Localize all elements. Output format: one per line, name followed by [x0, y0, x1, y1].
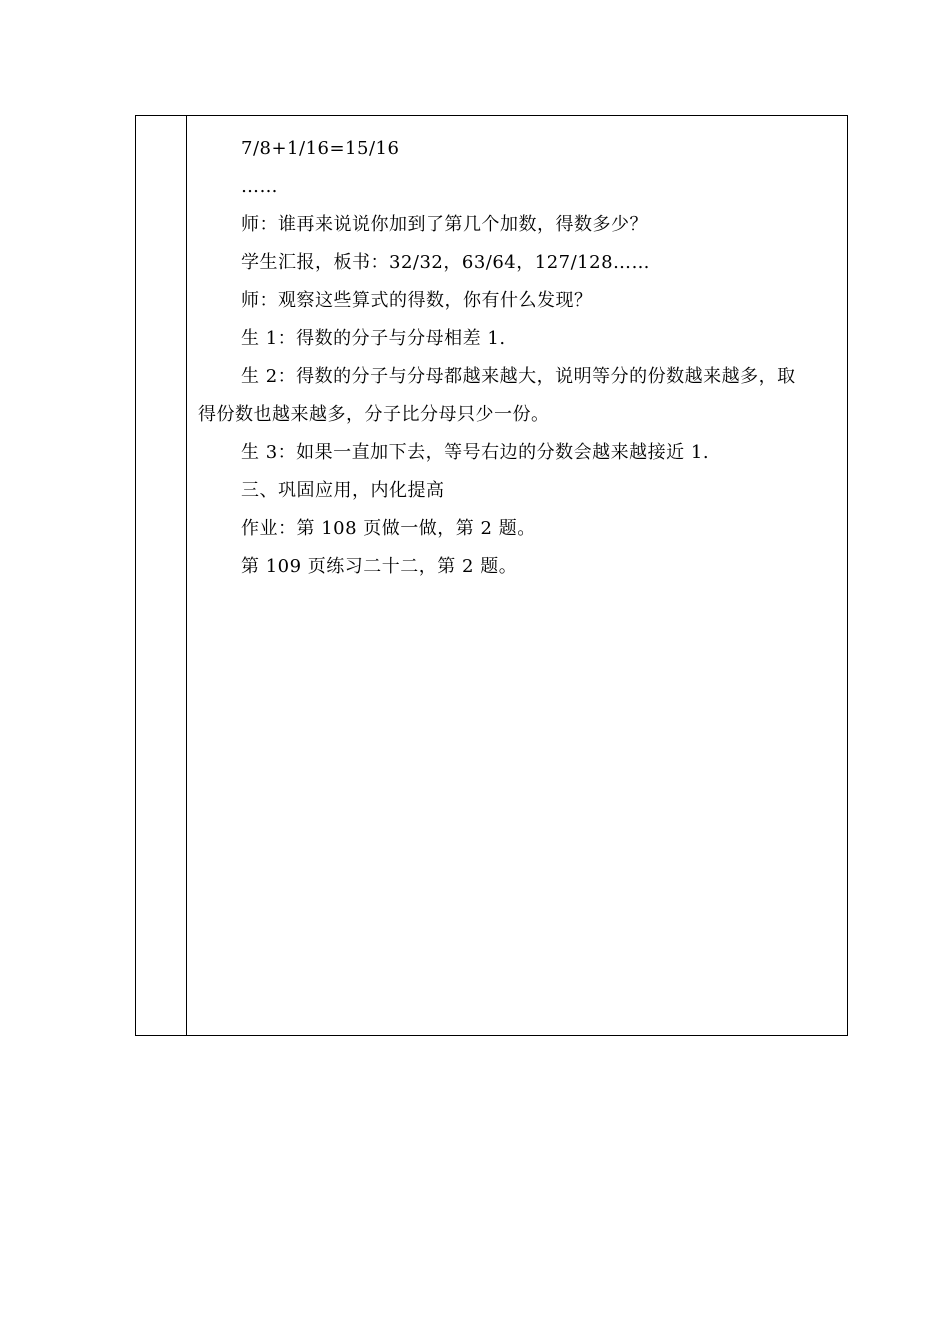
homework-line: 作业：第 108 页做一做，第 2 题。 [241, 518, 536, 539]
student-2-answer-line-1: 生 2：得数的分子与分母都越来越大，说明等分的份数越来越多，取 [241, 366, 796, 387]
student-2-answer [198, 358, 839, 434]
equation-line: 7/8+1/16=15/16 [241, 138, 400, 159]
ellipsis-line: …… [241, 176, 278, 197]
lesson-table [135, 115, 848, 1036]
student-3-answer: 生 3：如果一直加下去，等号右边的分数会越来越接近 1. [241, 442, 710, 463]
label-column [136, 116, 187, 1035]
student-report: 学生汇报，板书：32/32，63/64，127/128…… [241, 252, 651, 273]
student-1-answer: 生 1：得数的分子与分母相差 1. [241, 328, 506, 349]
student-2-answer-line-2: 得份数也越来越多，分子比分母只少一份。 [198, 404, 550, 425]
section-heading: 三、巩固应用，内化提高 [241, 480, 445, 501]
teacher-question: 师：谁再来说说你加到了第几个加数，得数多少？ [241, 214, 648, 235]
teacher-observe: 师：观察这些算式的得数，你有什么发现？ [241, 290, 593, 311]
content-column [188, 116, 847, 1035]
exercise-line: 第 109 页练习二十二，第 2 题。 [241, 556, 518, 577]
